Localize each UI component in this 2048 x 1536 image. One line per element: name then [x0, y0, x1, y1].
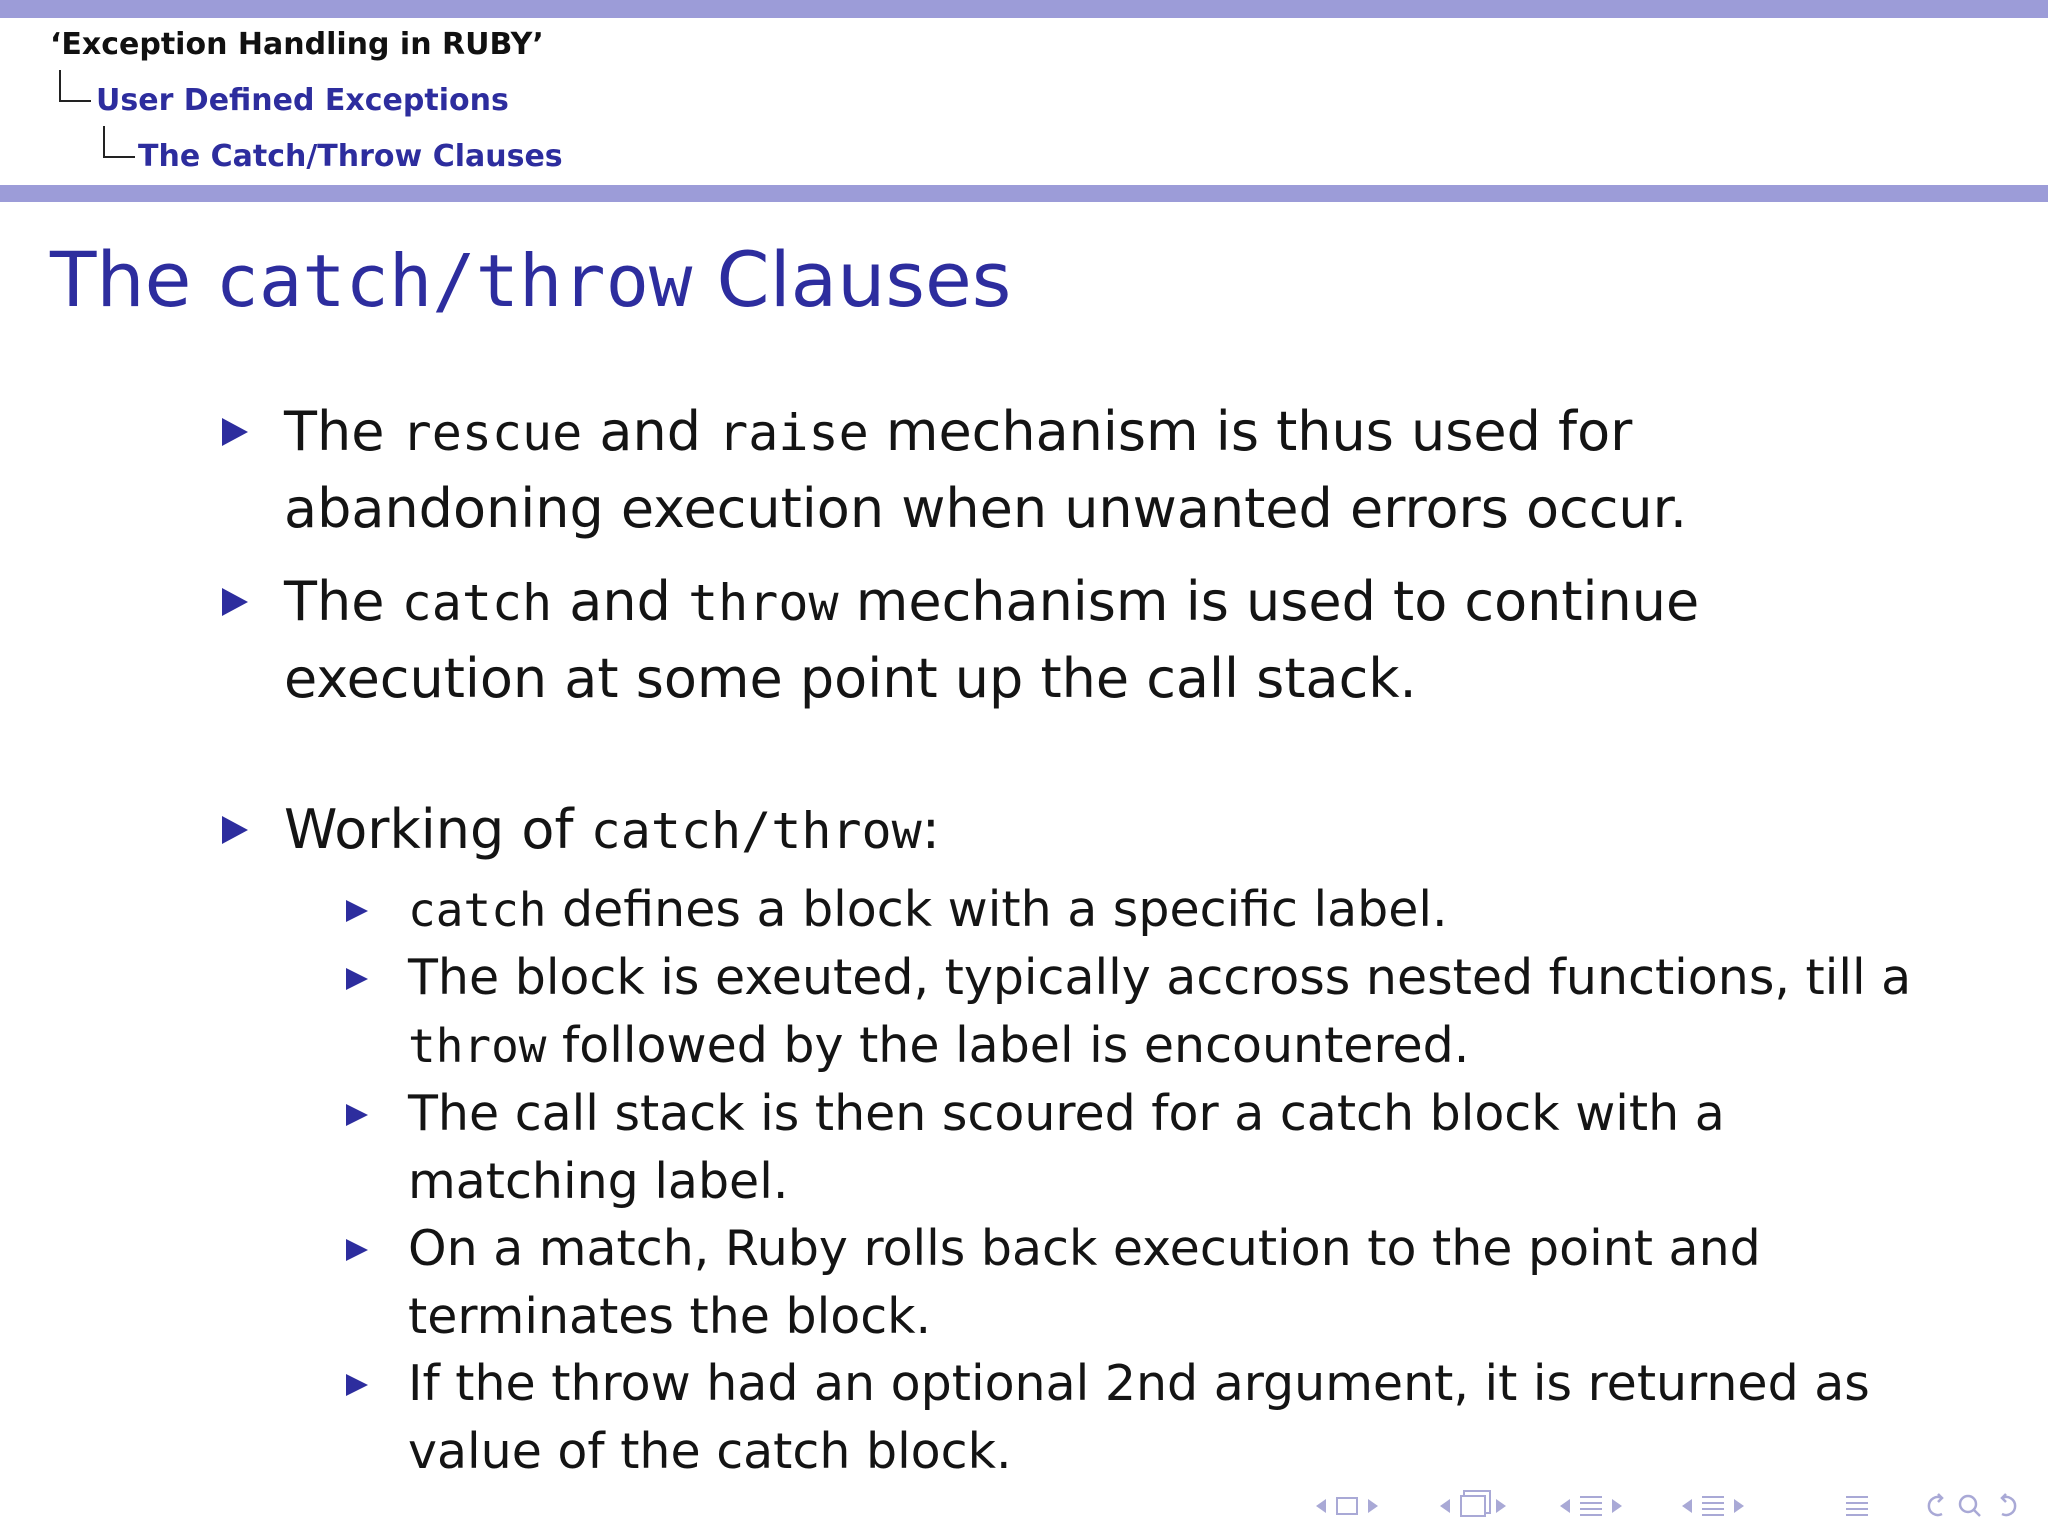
sub-bullet-text: defines a block with a specific label. — [546, 881, 1448, 938]
sub-bullet-item — [408, 876, 1448, 944]
title-text: Clauses — [692, 235, 1012, 324]
sub-bullet-item — [408, 944, 1911, 1080]
sub-bullet-item — [408, 1080, 1725, 1216]
bullet-code: throw — [688, 574, 839, 632]
bullet-line — [284, 564, 1699, 641]
bullet-triangle-icon — [222, 588, 248, 616]
bullet-line: execution at some point up the call stack. — [284, 647, 1417, 710]
nav-prev-section-icon[interactable] — [1682, 1499, 1692, 1513]
sub-bullet-line — [408, 876, 1448, 944]
nav-document-icon[interactable] — [1846, 1496, 1868, 1516]
nav-prev-frame-icon[interactable] — [1440, 1499, 1450, 1513]
sub-bullet-triangle-icon — [346, 1374, 368, 1396]
nav-subsection-icon[interactable] — [1580, 1496, 1602, 1516]
breadcrumb-section[interactable]: User Defined Exceptions — [96, 83, 509, 118]
bullet-line — [284, 394, 1687, 471]
nav-slide-icon[interactable] — [1336, 1497, 1358, 1515]
bullet-text: The — [284, 570, 402, 633]
header-bar-top — [0, 0, 2048, 18]
nav-next-section-icon[interactable] — [1734, 1499, 1744, 1513]
bullet-triangle-icon — [222, 418, 248, 446]
nav-subsection-group[interactable] — [1560, 1488, 1622, 1524]
header-bar-bottom — [0, 185, 2048, 202]
bullet-text: mechanism is used to continue — [838, 570, 1700, 633]
sub-bullet-item — [408, 1350, 1870, 1486]
title-text: The — [50, 235, 216, 324]
sub-bullet-item — [408, 1215, 1761, 1351]
nav-next-frame-icon[interactable] — [1496, 1499, 1506, 1513]
nav-section-group[interactable] — [1682, 1488, 1744, 1524]
sub-bullet-triangle-icon — [346, 1239, 368, 1261]
breadcrumb-presentation[interactable]: ‘Exception Handling in RUBY’ — [50, 27, 544, 62]
nav-slide-group[interactable] — [1316, 1488, 1378, 1524]
sub-bullet-line: The call stack is then scoured for a catch block with a — [408, 1085, 1725, 1142]
sub-bullet-code: catch — [408, 883, 547, 937]
nav-frame-icon[interactable] — [1460, 1495, 1486, 1517]
bullet-code: raise — [718, 404, 869, 462]
breadcrumb-tree-connector — [103, 126, 135, 158]
bullet-item — [284, 792, 940, 869]
nav-next-slide-icon[interactable] — [1368, 1499, 1378, 1513]
nav-section-icon[interactable] — [1702, 1496, 1724, 1516]
sub-bullet-line: matching label. — [408, 1153, 789, 1210]
sub-bullet-line: terminates the block. — [408, 1288, 932, 1345]
breadcrumb-subsection[interactable]: The Catch/Throw Clauses — [138, 139, 563, 174]
sub-bullet-code: throw — [408, 1019, 547, 1073]
bullet-code: catch — [401, 574, 553, 632]
bullet-text: The — [284, 400, 402, 463]
bullet-text: Working of — [284, 798, 591, 861]
sub-bullet-line: value of the catch block. — [408, 1423, 1012, 1480]
bullet-item — [284, 564, 1699, 717]
bullet-text: mechanism is thus used for — [868, 400, 1633, 463]
sub-bullet-line: On a match, Ruby rolls back execution to the point and — [408, 1220, 1761, 1277]
sub-bullet-line: The block is exeuted, typically accross nested functions, till a — [408, 949, 1912, 1006]
sub-bullet-triangle-icon — [346, 1104, 368, 1126]
bullet-text: and — [552, 570, 689, 633]
nav-document-group[interactable] — [1836, 1488, 1878, 1524]
nav-search-icon[interactable] — [1924, 1488, 2024, 1524]
nav-frame-group[interactable] — [1440, 1488, 1506, 1524]
bullet-text: and — [582, 400, 719, 463]
sub-bullet-triangle-icon — [346, 900, 368, 922]
bullet-line — [284, 792, 940, 869]
nav-search-group[interactable] — [1924, 1488, 2024, 1524]
bullet-code: catch/throw — [590, 802, 922, 860]
bullet-text: : — [921, 798, 940, 861]
bullet-code: rescue — [401, 404, 583, 462]
nav-next-subsection-icon[interactable] — [1612, 1499, 1622, 1513]
sub-bullet-text: followed by the label is encountered. — [546, 1017, 1470, 1074]
sub-bullet-line — [408, 1012, 1911, 1080]
title-code: catch/throw — [215, 239, 693, 323]
bullet-line: abandoning execution when unwanted errors occur. — [284, 477, 1688, 540]
sub-bullet-triangle-icon — [346, 968, 368, 990]
bullet-item — [284, 394, 1687, 547]
slide-title — [50, 235, 1012, 324]
nav-prev-slide-icon[interactable] — [1316, 1499, 1326, 1513]
bullet-triangle-icon — [222, 816, 248, 844]
sub-bullet-line: If the throw had an optional 2nd argument, it is returned as — [408, 1355, 1870, 1412]
breadcrumb-tree-connector — [59, 70, 91, 102]
nav-prev-subsection-icon[interactable] — [1560, 1499, 1570, 1513]
